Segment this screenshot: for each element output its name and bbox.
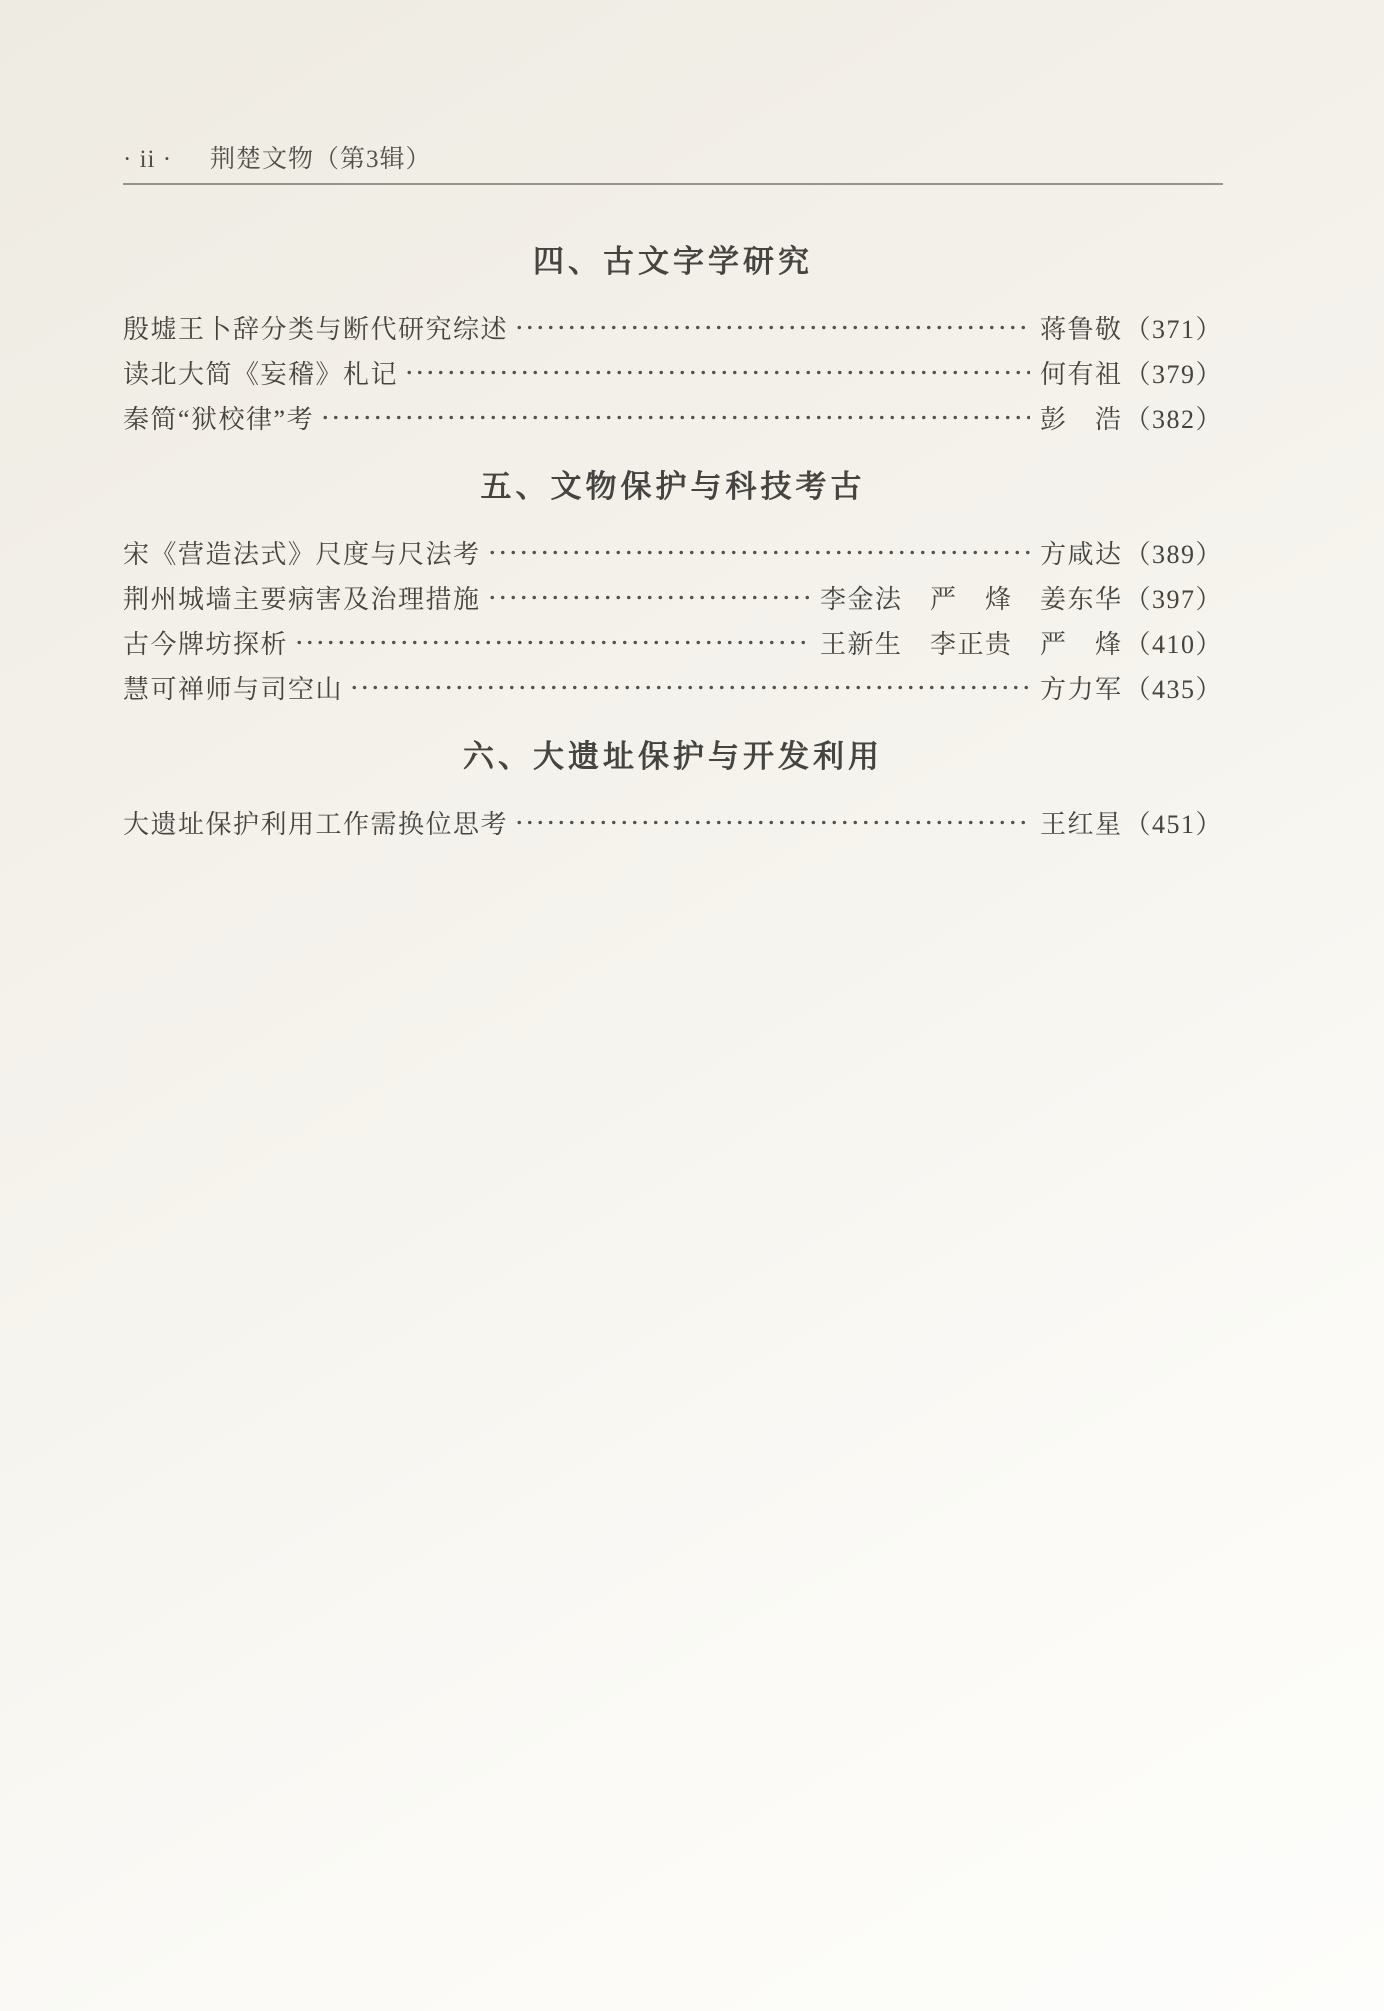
header-rule xyxy=(123,183,1223,185)
dot-leader xyxy=(404,350,1030,395)
entry-authors: 彭 浩 xyxy=(1039,405,1123,434)
entry-page-number: （389） xyxy=(1124,540,1223,569)
dot-leader xyxy=(514,800,1030,845)
entry-authors: 蒋鲁敬 xyxy=(1039,315,1123,344)
toc-entry xyxy=(123,395,1223,440)
entry-authors: 王红星 xyxy=(1039,810,1123,839)
entry-title: 古今牌坊探析 xyxy=(123,630,289,659)
entry-page-number: （379） xyxy=(1124,360,1223,389)
book-title: 荆楚文物（第3辑） xyxy=(210,146,432,173)
toc-entry xyxy=(123,350,1223,395)
toc-entry xyxy=(123,305,1223,350)
entry-page-number: （435） xyxy=(1124,675,1223,704)
page-header xyxy=(123,146,1223,174)
toc-section-6 xyxy=(123,740,1223,845)
entry-title: 宋《营造法式》尺度与尺法考 xyxy=(123,540,481,569)
dot-leader xyxy=(349,665,1030,710)
entry-title: 慧可禅师与司空山 xyxy=(123,675,344,704)
toc-entry xyxy=(123,620,1223,665)
section-title: 五、文物保护与科技考古 xyxy=(480,469,866,504)
entry-authors: 李金法 严 烽 姜东华 xyxy=(819,585,1123,614)
toc-section-5 xyxy=(123,470,1223,710)
dot-leader xyxy=(487,530,1030,575)
entry-title: 殷墟王卜辞分类与断代研究综述 xyxy=(123,315,509,344)
toc-entry xyxy=(123,800,1223,845)
page-number: · ii · xyxy=(123,146,173,173)
entry-page-number: （397） xyxy=(1124,585,1223,614)
entry-page-number: （371） xyxy=(1124,315,1223,344)
entry-authors: 王新生 李正贵 严 烽 xyxy=(819,630,1123,659)
toc-content xyxy=(123,146,1223,845)
entry-title: 秦简“狱校律”考 xyxy=(123,405,315,434)
toc-section-4 xyxy=(123,245,1223,440)
section-title: 四、古文字学研究 xyxy=(533,244,813,279)
section-title: 六、大遗址保护与开发利用 xyxy=(463,739,883,774)
entry-authors: 方力军 xyxy=(1039,675,1123,704)
dot-leader xyxy=(514,305,1030,350)
toc-entry xyxy=(123,575,1223,620)
dot-leader xyxy=(320,395,1030,440)
entry-title: 大遗址保护利用工作需换位思考 xyxy=(123,810,509,839)
entry-title: 读北大简《妄稽》札记 xyxy=(123,360,399,389)
entry-authors: 方咸达 xyxy=(1039,540,1123,569)
entry-title: 荆州城墙主要病害及治理措施 xyxy=(123,585,481,614)
entry-page-number: （451） xyxy=(1124,810,1223,839)
dot-leader xyxy=(487,575,810,620)
entry-page-number: （382） xyxy=(1124,405,1223,434)
entry-page-number: （410） xyxy=(1124,630,1223,659)
entry-authors: 何有祖 xyxy=(1039,360,1123,389)
dot-leader xyxy=(294,620,810,665)
toc-entry xyxy=(123,665,1223,710)
toc-entry xyxy=(123,530,1223,575)
